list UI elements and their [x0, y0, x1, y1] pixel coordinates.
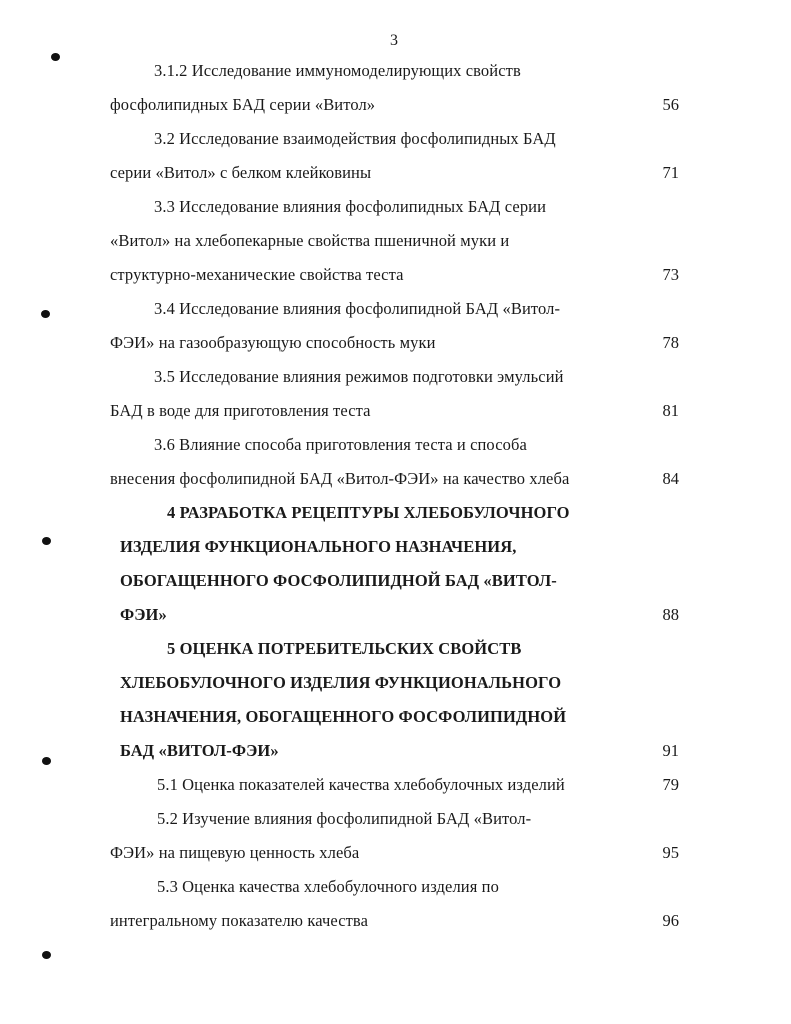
- toc-page-number: 78: [662, 333, 679, 352]
- toc-chapter-line: ИЗДЕЛИЯ ФУНКЦИОНАЛЬНОГО НАЗНАЧЕНИЯ,: [120, 537, 517, 556]
- toc-page-number: 73: [662, 265, 679, 284]
- toc-page-number: 88: [662, 605, 679, 624]
- toc-entry-line: 5.2 Изучение влияния фосфолипидной БАД «Витол-: [157, 809, 532, 828]
- toc-entry-line: серии «Витол» с белком клейковины: [110, 163, 372, 182]
- toc-page-number: 95: [662, 843, 679, 862]
- toc-page-number: 84: [662, 469, 679, 488]
- toc-entry-line: 3.4 Исследование влияния фосфолипидной БАД «Витол-: [154, 299, 561, 318]
- toc-chapter-line: ХЛЕБОБУЛОЧНОГО ИЗДЕЛИЯ ФУНКЦИОНАЛЬНОГО: [120, 673, 562, 692]
- toc-chapter-line: БАД «ВИТОЛ-ФЭИ»: [120, 741, 279, 760]
- binder-hole-mark: [51, 53, 60, 61]
- toc-entry-line: ФЭИ» на пищевую ценность хлеба: [110, 843, 360, 862]
- toc-entry-line: БАД в воде для приготовления теста: [110, 401, 371, 420]
- binder-hole-mark: [42, 757, 51, 765]
- toc-chapter-line: ФЭИ»: [120, 605, 167, 624]
- toc-page-number: 71: [662, 163, 679, 182]
- toc-page-number: 79: [662, 775, 679, 794]
- toc-entry-line: 3.6 Влияние способа приготовления теста и способа: [154, 435, 527, 454]
- toc-entry-line: внесения фосфолипидной БАД «Витол-ФЭИ» на качество хлеба: [110, 469, 570, 488]
- toc-page-number: 91: [662, 741, 679, 760]
- toc-entry-line: «Витол» на хлебопекарные свойства пшеничной муки и: [110, 231, 510, 250]
- toc-chapter-line: ОБОГАЩЕННОГО ФОСФОЛИПИДНОЙ БАД «ВИТОЛ-: [120, 571, 557, 590]
- toc-chapter-line: НАЗНАЧЕНИЯ, ОБОГАЩЕННОГО ФОСФОЛИПИДНОЙ: [120, 707, 567, 726]
- toc-entry-line: 5.3 Оценка качества хлебобулочного изделия по: [157, 877, 499, 896]
- toc-page-number: 81: [662, 401, 679, 420]
- toc-entry-line: ФЭИ» на газообразующую способность муки: [110, 333, 436, 352]
- toc-chapter-line: 5 ОЦЕНКА ПОТРЕБИТЕЛЬСКИХ СВОЙСТВ: [167, 639, 522, 658]
- binder-hole-mark: [42, 951, 51, 959]
- toc-entry-line: 3.3 Исследование влияния фосфолипидных БАД серии: [154, 197, 547, 216]
- toc-entry-line: 5.1 Оценка показателей качества хлебобулочных изделий: [157, 775, 565, 794]
- toc-entry-line: интегральному показателю качества: [110, 911, 369, 930]
- toc-entry-line: 3.5 Исследование влияния режимов подготовки эмульсий: [154, 367, 564, 386]
- toc-chapter-line: 4 РАЗРАБОТКА РЕЦЕПТУРЫ ХЛЕБОБУЛОЧНОГО: [167, 503, 570, 522]
- binder-hole-mark: [41, 310, 50, 318]
- toc-entry-line: 3.1.2 Исследование иммуномоделирующих свойств: [154, 61, 521, 80]
- toc-entry-line: структурно-механические свойства теста: [110, 265, 404, 284]
- toc-entry-line: фосфолипидных БАД серии «Витол»: [110, 95, 376, 114]
- toc-page-number: 96: [662, 911, 679, 930]
- toc-entry-line: 3.2 Исследование взаимодействия фосфолипидных БАД: [154, 129, 556, 148]
- toc-page-number: 56: [662, 95, 679, 114]
- page-number: 3: [390, 32, 398, 49]
- binder-hole-mark: [42, 537, 51, 545]
